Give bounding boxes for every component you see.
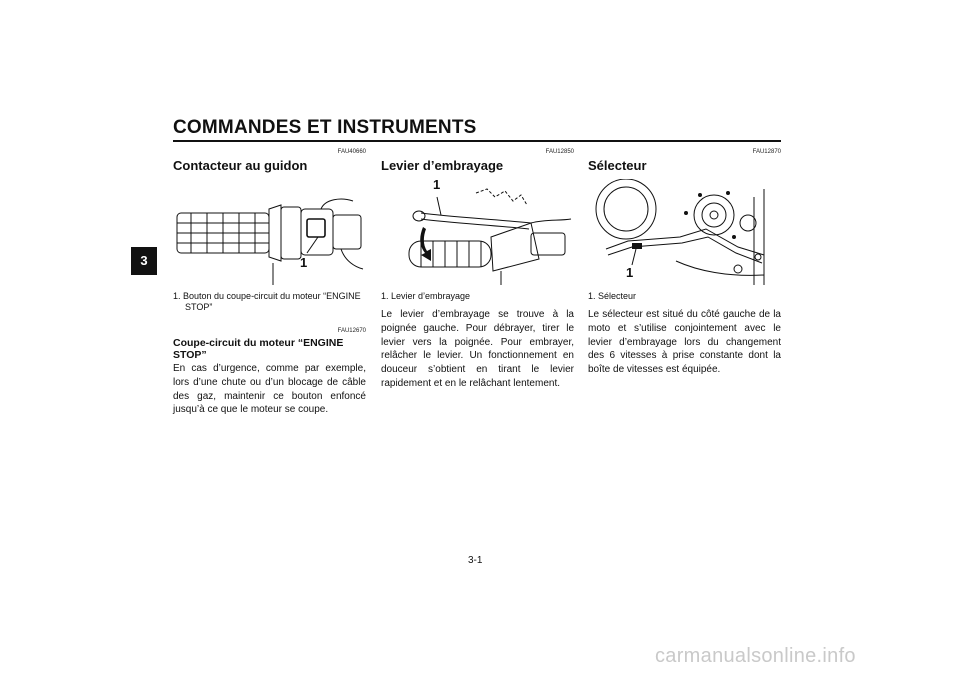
clutch-lever-figure <box>381 179 574 287</box>
figure-callout-1: 1 <box>300 255 308 270</box>
watermark: carmanualsonline.info <box>655 645 856 667</box>
section-body: Le levier d’embrayage se trouve à la poignée gauche. Pour débrayer, tirer le levier vers la poignée. Pour embrayer, relâcher le levier. Un fonctionnement en douceur s’obtient en tirant le levier rapidement et en le relâchant lentement. <box>381 309 574 389</box>
figure-caption: 1. Bouton du coupe-circuit du moteur “ENGINE STOP” <box>173 291 361 312</box>
handlebar-switch-illustration <box>173 179 366 287</box>
figure-callout-1: 1 <box>433 177 441 192</box>
clutch-lever-illustration <box>381 179 574 287</box>
figure-caption: 1. Sélecteur <box>588 291 637 301</box>
header-rule <box>173 140 781 142</box>
figure-callout-1: 1 <box>626 265 634 280</box>
figure-caption: 1. Levier d’embrayage <box>381 291 471 301</box>
page-number: 3-1 <box>468 555 483 566</box>
shift-pedal-illustration <box>588 179 781 287</box>
column-clutch-lever <box>381 148 574 391</box>
chapter-title: COMMANDES ET INSTRUMENTS <box>173 117 477 138</box>
section-code: FAU40660 <box>337 149 366 155</box>
subsection-body: En cas d’urgence, comme par exemple, lors d’une chute ou d’un blocage de câble des gaz, maintenir ce bouton enfoncé jusqu’à ce que le moteur se coupe. <box>173 363 366 416</box>
section-body: Le sélecteur est situé du côté gauche de la moto et s’utilise conjointement avec le levier d’embrayage lors du changement des 6 vitesses à prise constante dont la boîte de vitesses est équipée. <box>588 309 781 376</box>
section-title: Levier d’embrayage <box>381 158 504 173</box>
section-code: FAU12850 <box>545 149 574 155</box>
subsection-code: FAU12670 <box>337 328 366 334</box>
subsection-title: Coupe-circuit du moteur “ENGINE STOP” <box>173 337 344 361</box>
column-shift-pedal <box>588 148 781 377</box>
column-handlebar-switch <box>173 148 366 417</box>
section-code: FAU12870 <box>752 149 781 155</box>
section-title: Contacteur au guidon <box>173 158 308 173</box>
section-title: Sélecteur <box>588 158 647 173</box>
handlebar-switch-figure <box>173 179 366 287</box>
chapter-tab: 3 <box>131 247 157 275</box>
shift-pedal-figure <box>588 179 781 287</box>
